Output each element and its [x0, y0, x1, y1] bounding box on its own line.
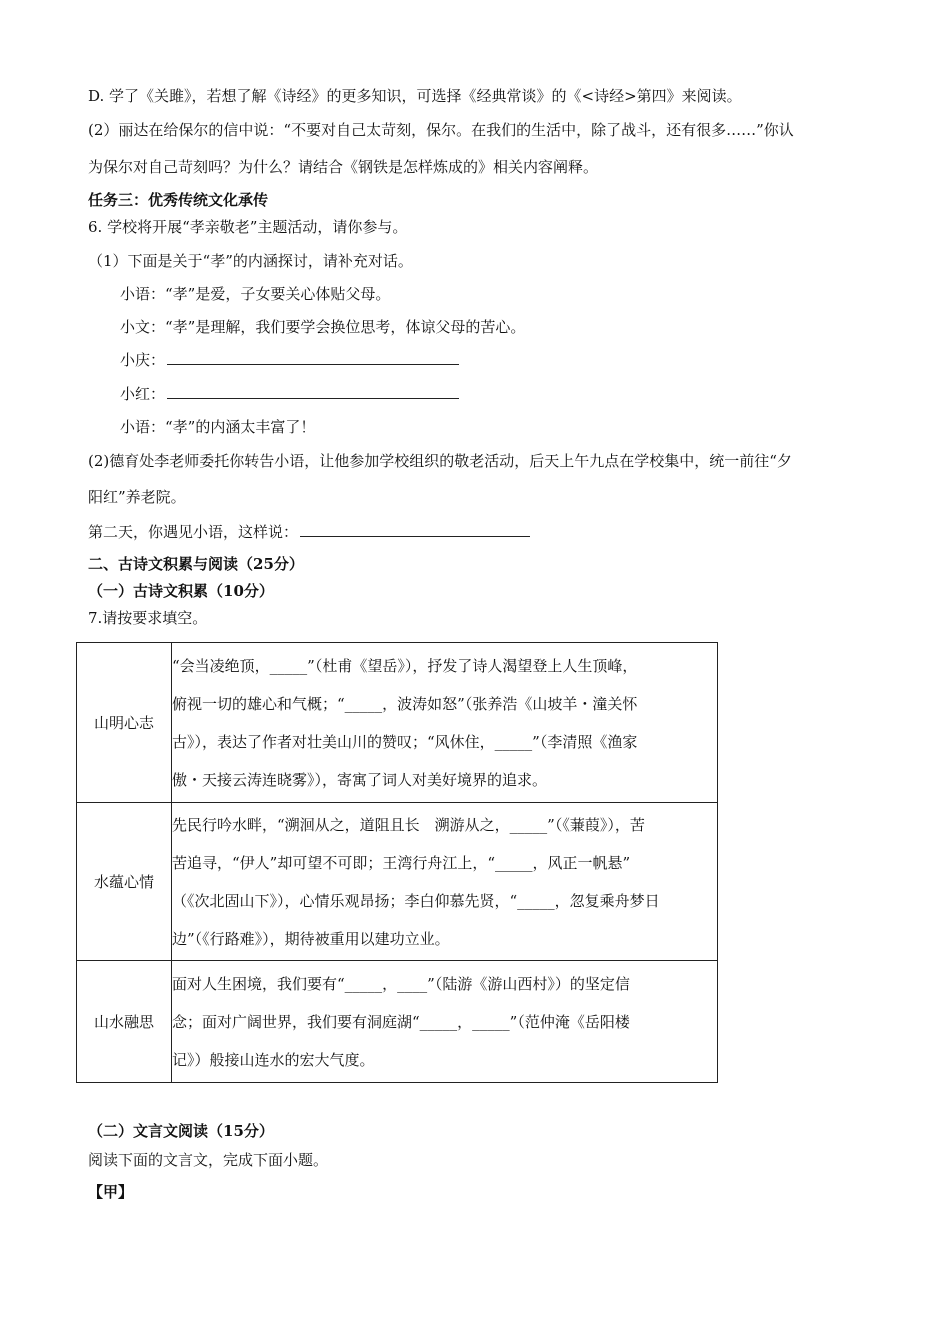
- section-2-2-heading: （二）文言文阅读（15分）: [88, 1122, 274, 1140]
- row-text-line: 傲・天接云涛连晓雾》），寄寓了词人对美好境界的追求。: [172, 770, 548, 789]
- dialogue-xiaoyu-2: 小语：“孝”的内涵太丰富了！: [120, 418, 316, 436]
- option-d: D. 学了《关雎》，若想了解《诗经》的更多知识，可选择《经典常谈》的《<诗经>第四》来阅读。: [88, 87, 742, 105]
- section-2-heading: 二、古诗文积累与阅读（25分）: [88, 555, 304, 573]
- row-text-line: 俯视一切的雄心和气概；“_____，波涛如怒”（张养浩《山坡羊・潼关怀: [172, 694, 638, 713]
- answer-blank-xiaoqing[interactable]: [167, 350, 459, 365]
- poem-fill-table: [76, 642, 718, 1083]
- row-text-line: 面对人生困境，我们要有“_____，____”（陆游《游山西村》）的坚定信: [172, 974, 630, 993]
- question-6-2-prompt: 第二天，你遇见小语，这样说：: [88, 523, 299, 541]
- table-row: [77, 961, 718, 1083]
- row-text-line: 苦追寻，“伊人”却可望不可即；王湾行舟江上，“_____，风正一帆悬”: [172, 853, 631, 872]
- question-6-2-line-1: (2)德育处李老师委托你转告小语，让他参加学校组织的敬老活动，后天上午九点在学校集中，统一前往“夕: [88, 452, 792, 470]
- question-6-2-line-3: [88, 522, 530, 542]
- question-6: 6. 学校将开展“孝亲敬老”主题活动，请你参与。: [88, 218, 408, 236]
- question-6-2-line-2: 阳红”养老院。: [88, 488, 186, 506]
- question-6-1: （1）下面是关于“孝”的内涵探讨，请补充对话。: [88, 252, 413, 270]
- row-content: [172, 803, 718, 961]
- row-text-line: 古》），表达了作者对壮美山川的赞叹；“风休住，_____”（李清照《渔家: [172, 732, 638, 751]
- question-5-2-line-2: 为保尔对自己苛刻吗？为什么？请结合《钢铁是怎样炼成的》相关内容阐释。: [88, 158, 599, 176]
- row-content: [172, 643, 718, 803]
- question-7: 7.请按要求填空。: [88, 609, 208, 627]
- task-3-heading: 任务三：优秀传统文化承传: [88, 191, 269, 209]
- dialogue-xiaoyu-1: 小语：“孝”是爱，子女要关心体贴父母。: [120, 285, 391, 303]
- dialogue-xiaoqing-label: 小庆：: [120, 351, 166, 369]
- row-text-line: 记》）般接山连水的宏大气度。: [172, 1050, 375, 1069]
- dialogue-xiaohong-label: 小红：: [120, 385, 166, 403]
- dialogue-xiaoqing: [120, 350, 459, 370]
- row-content: [172, 961, 718, 1083]
- answer-blank-xiaohong[interactable]: [167, 384, 459, 399]
- table-row: [77, 803, 718, 961]
- row-label: 水蕴心情: [77, 803, 172, 961]
- row-text-line: 念；面对广阔世界，我们要有洞庭湖“_____，_____”（范仲淹《岳阳楼: [172, 1012, 630, 1031]
- question-5-2-line-1: (2）丽达在给保尔的信中说：“不要对自己太苛刻，保尔。在我们的生活中，除了战斗，还有很多……”你认: [88, 121, 794, 139]
- section-2-1-heading: （一）古诗文积累（10分）: [88, 582, 274, 600]
- table-row: [77, 643, 718, 803]
- answer-blank-6-2[interactable]: [300, 522, 530, 537]
- row-text-line: （《次北固山下》），心情乐观昂扬；李白仰慕先贤，“_____，忽复乘舟梦日: [172, 891, 660, 910]
- passage-jia-label: 【甲】: [88, 1183, 134, 1201]
- row-label: 山水融思: [77, 961, 172, 1083]
- dialogue-xiaohong: [120, 384, 459, 404]
- row-text-line: 先民行吟水畔，“溯洄从之，道阻且长 溯游从之，_____”（《蒹葭》），苦: [172, 815, 645, 834]
- dialogue-xiaowen: 小文：“孝”是理解，我们要学会换位思考，体谅父母的苦心。: [120, 318, 526, 336]
- row-text-line: “会当凌绝顶，_____”（杜甫《望岳》），抒发了诗人渴望登上人生顶峰，: [172, 656, 638, 675]
- row-text-line: 边”（《行路难》），期待被重用以建功立业。: [172, 929, 450, 948]
- reading-intro: 阅读下面的文言文，完成下面小题。: [88, 1151, 329, 1169]
- row-label: 山明心志: [77, 643, 172, 803]
